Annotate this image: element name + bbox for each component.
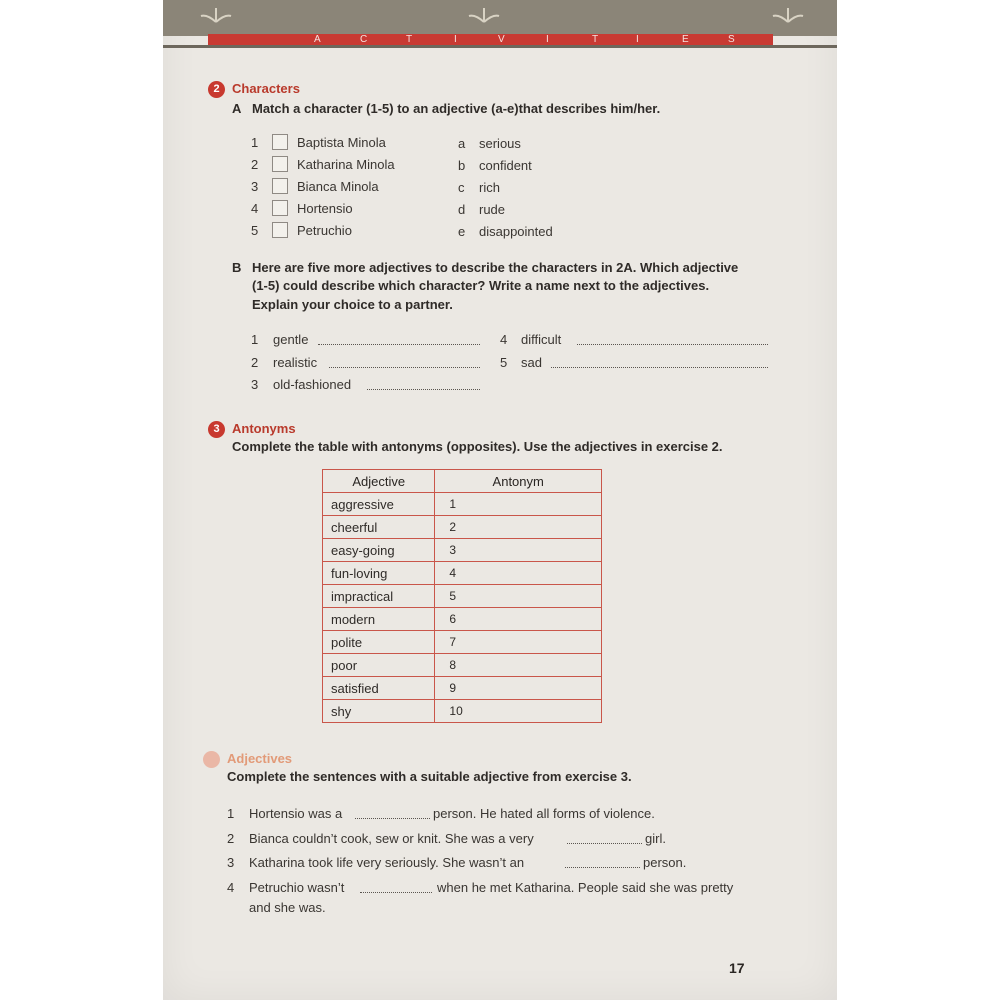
character-number: 2	[251, 157, 259, 172]
table-row	[323, 585, 602, 608]
adjective-cell: satisfied	[323, 677, 435, 700]
part-a-instruction: Match a character (1-5) to an adjective (a-e)that describes him/her.	[252, 101, 661, 116]
adjective-cell: modern	[323, 608, 435, 631]
adjective-word: confident	[479, 158, 532, 173]
adjective-letter: a	[458, 136, 466, 151]
adjective-cell: easy-going	[323, 539, 435, 562]
adjective-cell: aggressive	[323, 493, 435, 516]
part-b-instruction-line: Explain your choice to a partner.	[252, 297, 453, 312]
adjective-word: rude	[479, 202, 506, 217]
match-answer-box[interactable]	[272, 200, 288, 216]
leaf-ornament-icon	[195, 4, 237, 24]
match-answer-box[interactable]	[272, 222, 288, 238]
adjective-cell: poor	[323, 654, 435, 677]
match-answer-box[interactable]	[272, 134, 288, 150]
character-number: 1	[251, 135, 259, 150]
sentence-start: Katharina took life very seriously. She wasn’t an	[249, 855, 525, 870]
character-number: 4	[251, 201, 259, 216]
table-header-row	[323, 470, 602, 493]
antonym-cell[interactable]: 3	[435, 539, 602, 562]
answer-line[interactable]	[355, 818, 430, 819]
antonym-cell[interactable]: 5	[435, 585, 602, 608]
leaf-ornament-icon	[767, 4, 809, 24]
sentence-start: Hortensio was a	[249, 806, 343, 821]
answer-line[interactable]	[551, 367, 768, 368]
answer-line[interactable]	[567, 843, 642, 844]
part-b-instruction-line: (1-5) could describe which character? Write a name next to the adjectives.	[252, 278, 710, 293]
table-row	[323, 539, 602, 562]
section-title: Antonyms	[232, 421, 296, 436]
table-row	[323, 562, 602, 585]
header-divider	[163, 45, 837, 48]
section-number-badge: 3	[208, 421, 225, 438]
sentence-continuation: and she was.	[249, 900, 326, 915]
header-letter: T	[592, 34, 599, 45]
item-number: 2	[251, 355, 259, 370]
item-number: 4	[500, 332, 508, 347]
header-letter: S	[728, 34, 735, 45]
adjective-cell: shy	[323, 700, 435, 723]
adjective-letter: b	[458, 158, 466, 173]
adjective-cell: cheerful	[323, 516, 435, 539]
section-number-badge: 2	[208, 81, 225, 98]
adjective-word: disappointed	[479, 224, 553, 239]
item-number: 5	[500, 355, 508, 370]
section-instruction: Complete the table with antonyms (opposites). Use the adjectives in exercise 2.	[232, 439, 723, 454]
adjective-cell: polite	[323, 631, 435, 654]
header-letter: I	[454, 34, 457, 45]
item-number: 3	[251, 377, 259, 392]
sentence-start: Petruchio wasn’t	[249, 880, 345, 895]
character-number: 5	[251, 223, 259, 238]
table-row	[323, 654, 602, 677]
character-name: Baptista Minola	[297, 135, 386, 150]
character-number: 3	[251, 179, 259, 194]
character-name: Katharina Minola	[297, 157, 395, 172]
antonym-cell[interactable]: 1	[435, 493, 602, 516]
section-number-badge	[203, 751, 220, 768]
sentence-number: 2	[227, 831, 235, 846]
antonym-cell[interactable]: 9	[435, 677, 602, 700]
character-name: Hortensio	[297, 201, 353, 216]
adjective-letter: c	[458, 180, 465, 195]
page-number: 17	[729, 960, 745, 976]
sentence-end: person.	[643, 855, 687, 870]
header-letter: A	[314, 34, 321, 45]
item-adjective: realistic	[273, 355, 318, 370]
sentence-start: Bianca couldn’t cook, sew or knit. She was a very	[249, 831, 534, 846]
header-letter: I	[636, 34, 639, 45]
adjective-word: rich	[479, 180, 500, 195]
item-adjective: old-fashioned	[273, 377, 352, 392]
answer-line[interactable]	[329, 367, 480, 368]
antonym-cell[interactable]: 8	[435, 654, 602, 677]
section-title: Adjectives	[227, 751, 293, 766]
table-row	[323, 700, 602, 723]
sentence-number: 1	[227, 806, 235, 821]
sentence-number: 3	[227, 855, 235, 870]
table-row	[323, 516, 602, 539]
antonym-cell[interactable]: 10	[435, 700, 602, 723]
workbook-page	[163, 0, 837, 1000]
answer-line[interactable]	[367, 389, 480, 390]
antonym-table	[322, 469, 602, 723]
match-answer-box[interactable]	[272, 178, 288, 194]
adjective-letter: d	[458, 202, 466, 217]
answer-line[interactable]	[565, 867, 640, 868]
antonym-cell[interactable]: 6	[435, 608, 602, 631]
header-letter: C	[360, 34, 368, 45]
top-banner	[163, 0, 837, 36]
section-title: Characters	[232, 81, 300, 96]
antonym-cell[interactable]: 7	[435, 631, 602, 654]
activities-header-bar	[208, 34, 773, 45]
part-b-label: B	[232, 260, 242, 275]
answer-line[interactable]	[360, 892, 432, 893]
table-row	[323, 608, 602, 631]
item-adjective: difficult	[521, 332, 562, 347]
part-b-instruction-line: Here are five more adjectives to describe the characters in 2A. Which adjective	[252, 260, 739, 275]
adjective-letter: e	[458, 224, 466, 239]
character-name: Bianca Minola	[297, 179, 379, 194]
antonym-cell[interactable]: 2	[435, 516, 602, 539]
item-number: 1	[251, 332, 259, 347]
header-letter: E	[682, 34, 689, 45]
header-letter: V	[498, 34, 505, 45]
answer-line[interactable]	[577, 344, 768, 345]
header-letter: I	[546, 34, 549, 45]
adjective-cell: fun-loving	[323, 562, 435, 585]
antonym-cell[interactable]: 4	[435, 562, 602, 585]
sentence-end: when he met Katharina. People said she was pretty	[437, 880, 734, 895]
column-header: Adjective	[323, 470, 435, 493]
adjective-cell: impractical	[323, 585, 435, 608]
table-row	[323, 493, 602, 516]
part-a-label: A	[232, 101, 242, 116]
answer-line[interactable]	[318, 344, 480, 345]
sentence-end: girl.	[645, 831, 666, 846]
match-answer-box[interactable]	[272, 156, 288, 172]
column-header: Antonym	[435, 470, 602, 493]
leaf-ornament-icon	[463, 4, 505, 24]
table-row	[323, 677, 602, 700]
adjective-word: serious	[479, 136, 521, 151]
section-instruction: Complete the sentences with a suitable adjective from exercise 3.	[227, 769, 632, 784]
item-adjective: sad	[521, 355, 542, 370]
table-row	[323, 631, 602, 654]
character-name: Petruchio	[297, 223, 352, 238]
sentence-number: 4	[227, 880, 235, 895]
item-adjective: gentle	[273, 332, 309, 347]
sentence-end: person. He hated all forms of violence.	[433, 806, 655, 821]
header-letter: T	[406, 34, 413, 45]
